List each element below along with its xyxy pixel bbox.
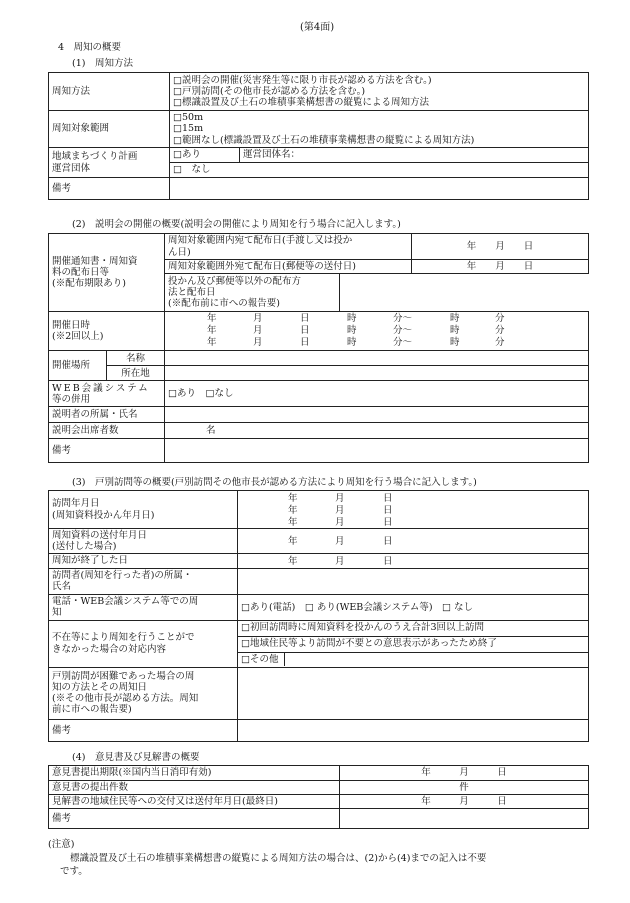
remarks-label-4: 備考	[49, 809, 340, 829]
remarks-field-3[interactable]	[238, 719, 589, 741]
date-part: 年	[288, 536, 298, 548]
datetime-part: 分	[495, 337, 505, 349]
datetime-field[interactable]	[165, 312, 589, 351]
datetime-part: 年	[207, 337, 217, 349]
datetime-part: 日	[300, 313, 310, 325]
notice-row-outside: 周知対象範囲外宛て配布日(郵便等の送付日)	[165, 260, 412, 274]
visitor-label: 訪問者(周知を行った者)の所属・ 氏名	[49, 568, 238, 594]
end-date[interactable]	[238, 554, 589, 568]
datetime-part: 日	[300, 337, 310, 349]
attendees-label: 説明会出席者数	[49, 423, 165, 439]
date-part: 年	[288, 492, 298, 504]
date-part: 年	[288, 504, 298, 516]
venue-addr-label: 所在地	[107, 366, 165, 381]
remarks-label-3: 備考	[49, 719, 238, 741]
datetime-label: 開催日時 (※2回以上)	[49, 312, 165, 351]
opinion-count-label: 意見書の提出件数	[49, 781, 340, 795]
method-options[interactable]: □説明会の開催(災害発生等に限り市長が認める方法を含む。) □戸別訪問(その他市長が認める方法を含む。) □標識設置及び土石の堆積事業構想書の縦覧による周知方法	[170, 73, 589, 111]
opinion-deadline-value[interactable]: 年 月 日	[340, 766, 589, 781]
date-part: 日	[383, 492, 393, 504]
org-yes-checkbox[interactable]: □あり	[170, 148, 240, 163]
briefing-table	[48, 233, 589, 463]
date-part: 日	[383, 556, 393, 567]
venue-name-field[interactable]	[165, 351, 589, 366]
datetime-part: 分	[495, 313, 505, 325]
visit-table	[48, 490, 589, 742]
subsection-2-title: (2) 説明会の開催の概要(説明会の開催により周知を行う場合に記入します。)	[72, 219, 401, 230]
attendees-field[interactable]: 名	[165, 423, 589, 439]
subsection-3-title: (3) 戸別訪問等の概要(戸別訪問その他市長が認める方法により周知を行う場合に記入します。)	[72, 477, 477, 488]
absence-label: 不在等により周知を行うことがで きなかった場合の対応内容	[49, 620, 238, 667]
view-date-label: 見解書の地域住民等への交付又は送付年月日(最終日)	[49, 795, 340, 809]
date-part: 日	[383, 516, 393, 528]
datetime-part: 月	[253, 337, 263, 349]
datetime-part: 時	[347, 337, 357, 349]
venue-name-label: 名称	[107, 351, 165, 366]
org-name-field[interactable]: 運営団体名：	[240, 148, 589, 163]
notice-date-outside[interactable]: 年 月 日	[412, 260, 589, 274]
notice-date-inside[interactable]: 年 月 日	[412, 234, 589, 260]
date-part: 年	[288, 556, 298, 567]
datetime-part: 日	[300, 325, 310, 337]
remarks-field-4[interactable]	[340, 809, 589, 829]
note-text-2: です。	[60, 866, 88, 877]
scope-label: 周知対象範囲	[49, 111, 170, 148]
subsection-1-title: (1) 周知方法	[72, 58, 133, 69]
venue-addr-field[interactable]	[165, 366, 589, 381]
phone-label: 電話・WEB会議システム等での周 知	[49, 594, 238, 620]
subsection-4-title: (4) 意見書及び見解書の概要	[72, 752, 200, 763]
datetime-part: 時	[450, 325, 460, 337]
presenter-field[interactable]	[165, 407, 589, 423]
remarks-label-1: 備考	[49, 178, 170, 200]
notice-label: 開催通知書・周知資 料の配布日等 (※配布期限あり)	[49, 234, 165, 312]
section-4-title: 4 周知の概要	[58, 42, 122, 53]
web-options[interactable]: □あり □なし	[165, 381, 589, 407]
remarks-field-2[interactable]	[165, 439, 589, 463]
datetime-part: 時	[347, 325, 357, 337]
notice-other-field[interactable]	[340, 274, 589, 312]
datetime-part: 時	[450, 337, 460, 349]
date-part: 月	[335, 516, 345, 528]
view-date-value[interactable]: 年 月 日	[340, 795, 589, 809]
visit-label: 訪問年月日 (周知資料投かん年月日)	[49, 491, 238, 529]
visitor-field[interactable]	[238, 568, 589, 594]
org-label: 地域まちづくり計画 運営団体	[49, 148, 170, 178]
web-label: WEB会議システム 等の併用	[49, 381, 165, 407]
remarks-label-2: 備考	[49, 439, 165, 463]
datetime-part: 月	[253, 313, 263, 325]
sent-date[interactable]	[238, 529, 589, 554]
phone-options[interactable]: □あり(電話) □ あり(WEB会議システム等) □ なし	[238, 594, 589, 620]
date-part: 年	[288, 516, 298, 528]
datetime-part: 分～	[393, 313, 413, 325]
datetime-part: 月	[253, 325, 263, 337]
date-part: 月	[335, 492, 345, 504]
sent-label: 周知資料の送付年月日 (送付した場合)	[49, 529, 238, 554]
difficult-label: 戸別訪問が困難であった場合の周 知の方法とその周知日 (※その他市長が認める方法。周知 前に市への報告要)	[49, 667, 238, 719]
opinion-table	[48, 765, 589, 829]
scope-options[interactable]: □50m □15m □範囲なし(標識設置及び土石の堆積事業構想書の縦覧による周知方法)	[170, 111, 589, 148]
date-part: 月	[335, 556, 345, 567]
datetime-part: 分～	[393, 337, 413, 349]
datetime-part: 分～	[393, 325, 413, 337]
datetime-part: 時	[450, 313, 460, 325]
note-text: 標識設置及び土石の堆積事業構想書の縦覧による周知方法の場合は、(2)から(4)までの記入は不要	[70, 853, 487, 864]
datetime-part: 時	[347, 313, 357, 325]
notice-row-inside: 周知対象範囲内宛て配布日(手渡し又は投か ん日)	[165, 234, 412, 260]
org-no-checkbox[interactable]: □ なし	[170, 163, 589, 178]
date-part: 日	[383, 504, 393, 516]
datetime-part: 年	[207, 313, 217, 325]
method-label: 周知方法	[49, 73, 170, 111]
date-part: 日	[383, 536, 393, 548]
datetime-part: 年	[207, 325, 217, 337]
opinion-deadline-label: 意見書提出期限(※国内当日消印有効)	[49, 766, 340, 781]
remarks-field-1[interactable]	[170, 178, 589, 200]
presenter-label: 説明者の所属・氏名	[49, 407, 165, 423]
page-label: (第4面)	[300, 22, 335, 33]
venue-label: 開催場所	[49, 351, 107, 381]
date-part: 月	[335, 536, 345, 548]
note-title: (注意)	[48, 839, 75, 850]
date-part: 月	[335, 504, 345, 516]
notice-method-table	[48, 72, 589, 200]
datetime-part: 分	[495, 325, 505, 337]
opinion-count-value[interactable]: 件	[340, 781, 589, 795]
end-label: 周知が終了した日	[49, 554, 238, 568]
visit-dates[interactable]	[238, 491, 589, 529]
notice-row-other: 投かん及び郵便等以外の配布方 法と配布日 (※配布前に市への報告要)	[165, 274, 340, 312]
difficult-field[interactable]	[238, 667, 589, 719]
absence-options[interactable]: □初回訪問時に周知資料を投かんのうえ合計3回以上訪問 □地域住民等より訪問が不要との意思表示があったため終了 □その他	[238, 620, 589, 667]
